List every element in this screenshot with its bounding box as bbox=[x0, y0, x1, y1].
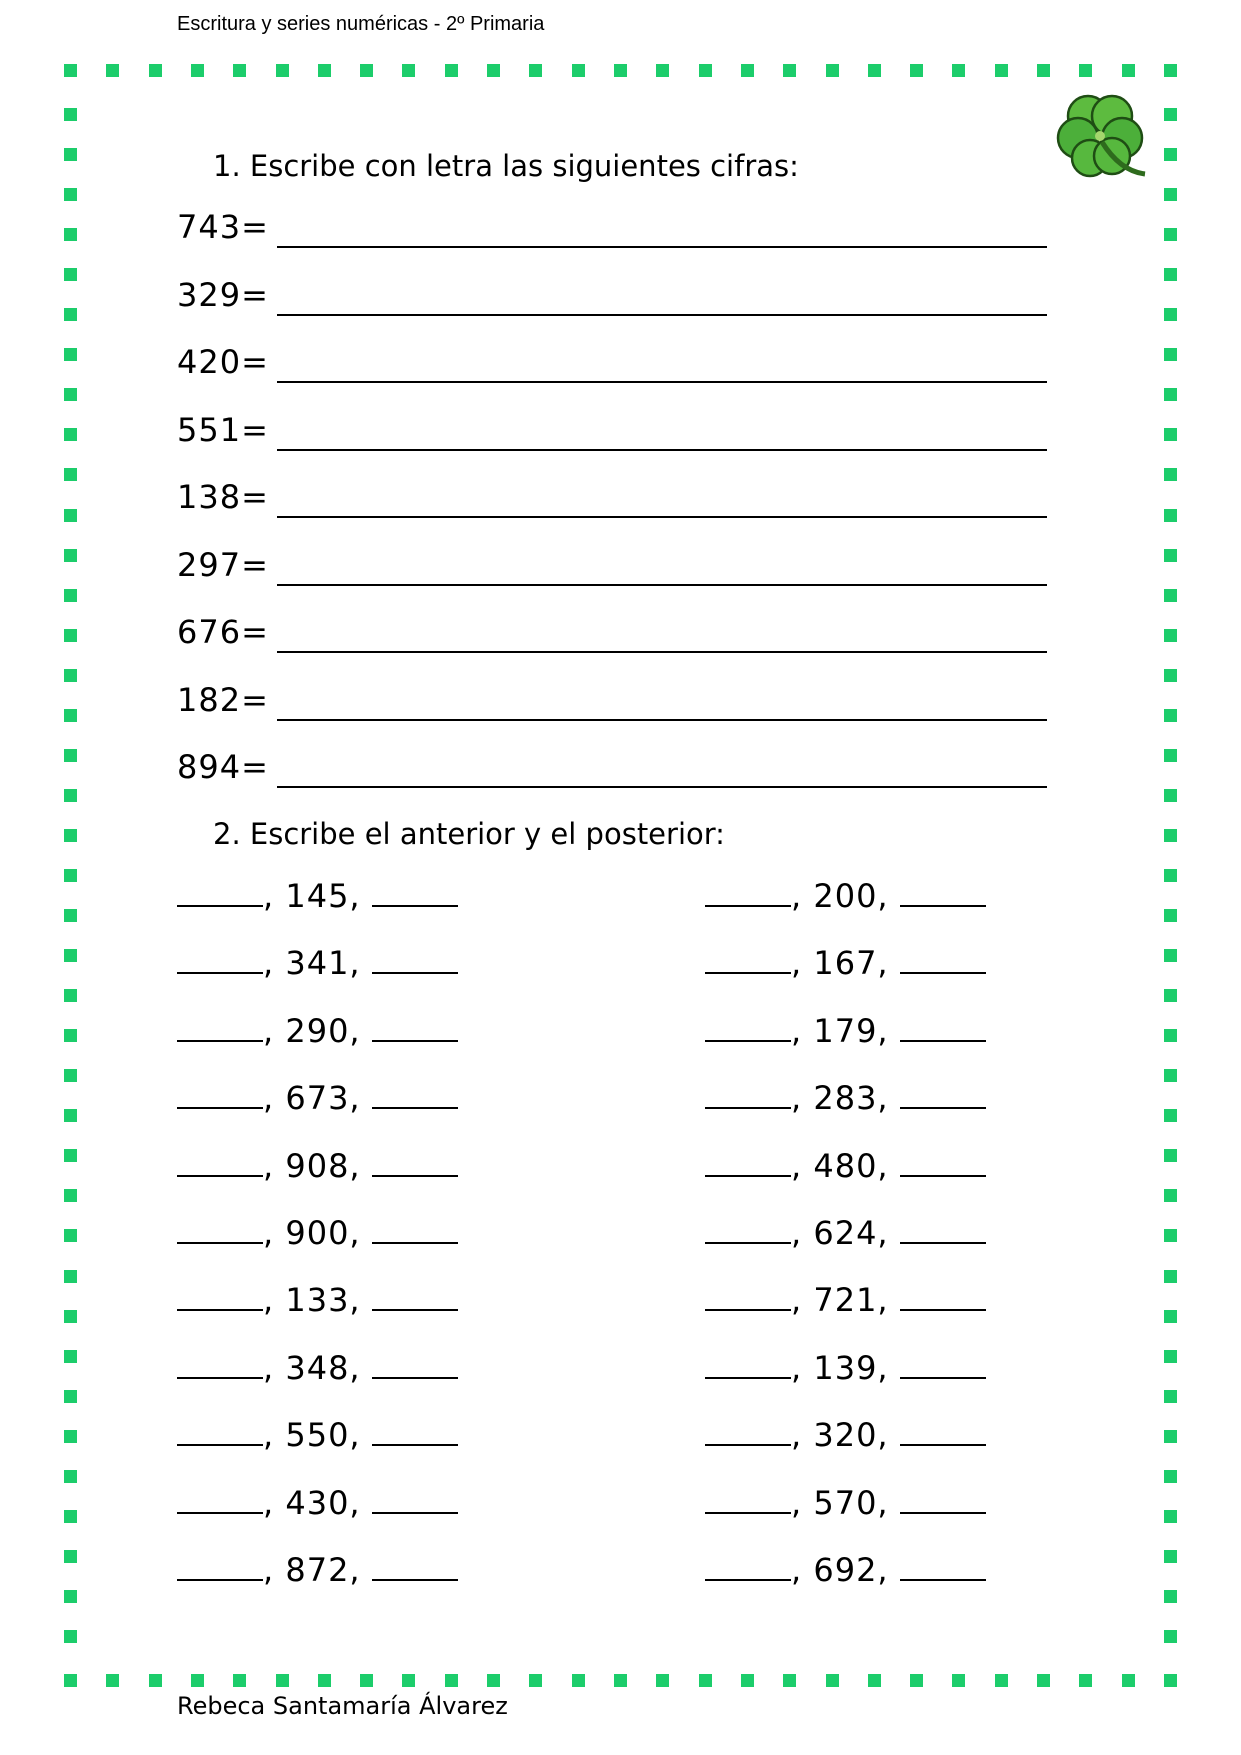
border-dot bbox=[1037, 64, 1050, 77]
border-dot bbox=[1164, 1510, 1177, 1523]
border-dot bbox=[64, 348, 77, 361]
answer-line[interactable] bbox=[277, 584, 1047, 586]
previous-blank[interactable] bbox=[177, 1279, 263, 1311]
border-dot bbox=[995, 1674, 1008, 1687]
sequence-item-left: , 872, bbox=[177, 1549, 458, 1589]
border-dot bbox=[1079, 1674, 1092, 1687]
border-dot bbox=[1164, 388, 1177, 401]
border-dot bbox=[1164, 1550, 1177, 1563]
sequence-item-left: , 348, bbox=[177, 1347, 458, 1387]
next-blank[interactable] bbox=[372, 1347, 458, 1379]
sequence-number: 200 bbox=[813, 877, 878, 915]
border-dot bbox=[868, 1674, 881, 1687]
sequence-number: 570 bbox=[813, 1484, 878, 1522]
border-dot bbox=[149, 64, 162, 77]
border-dot bbox=[1164, 64, 1177, 77]
sequence-item-left: , 900, bbox=[177, 1212, 458, 1252]
border-dot bbox=[1164, 308, 1177, 321]
exercise1-row bbox=[177, 208, 1047, 248]
sequence-number: 721 bbox=[813, 1281, 878, 1319]
sequence-number: 480 bbox=[813, 1147, 878, 1185]
exercise1-row bbox=[177, 546, 1047, 586]
exercise1-title: 1. Escribe con letra las siguientes cifras: bbox=[213, 149, 799, 183]
sequence-number: 320 bbox=[813, 1416, 878, 1454]
next-blank[interactable] bbox=[900, 1145, 986, 1177]
border-dot bbox=[64, 1149, 77, 1162]
sequence-item-right: , 139, bbox=[705, 1347, 986, 1387]
sequence-item-right: , 179, bbox=[705, 1010, 986, 1050]
border-dot bbox=[64, 1390, 77, 1403]
border-dot bbox=[64, 228, 77, 241]
border-dot bbox=[64, 1229, 77, 1242]
previous-blank[interactable] bbox=[177, 1145, 263, 1177]
border-dot bbox=[699, 1674, 712, 1687]
border-dot bbox=[1164, 1229, 1177, 1242]
sequence-item-right: , 283, bbox=[705, 1077, 986, 1117]
border-dot bbox=[741, 1674, 754, 1687]
border-dot bbox=[1164, 1390, 1177, 1403]
border-dot bbox=[445, 64, 458, 77]
border-dot bbox=[614, 64, 627, 77]
border-dot bbox=[1079, 64, 1092, 77]
border-dot bbox=[64, 589, 77, 602]
sequence-number: 692 bbox=[813, 1551, 878, 1589]
border-dot bbox=[191, 1674, 204, 1687]
border-dot bbox=[1164, 829, 1177, 842]
next-blank[interactable] bbox=[900, 1279, 986, 1311]
border-dot bbox=[1164, 989, 1177, 1002]
border-dot bbox=[64, 1630, 77, 1643]
border-dot bbox=[1164, 1149, 1177, 1162]
border-dot bbox=[487, 1674, 500, 1687]
border-dot bbox=[1037, 1674, 1050, 1687]
exercise2-title: 2. Escribe el anterior y el posterior: bbox=[213, 817, 725, 851]
sequence-item-left: , 908, bbox=[177, 1145, 458, 1185]
border-dot bbox=[64, 468, 77, 481]
answer-line[interactable] bbox=[277, 246, 1047, 248]
previous-blank[interactable] bbox=[705, 875, 791, 907]
number-label: 138= bbox=[177, 478, 269, 516]
border-dot bbox=[614, 1674, 627, 1687]
border-dot bbox=[64, 669, 77, 682]
previous-blank[interactable] bbox=[177, 1077, 263, 1109]
next-blank[interactable] bbox=[900, 1549, 986, 1581]
answer-line[interactable] bbox=[277, 719, 1047, 721]
border-dot bbox=[910, 1674, 923, 1687]
number-label: 894= bbox=[177, 748, 269, 786]
next-blank[interactable] bbox=[900, 1077, 986, 1109]
answer-line[interactable] bbox=[277, 516, 1047, 518]
previous-blank[interactable] bbox=[705, 1414, 791, 1446]
border-dot bbox=[1164, 749, 1177, 762]
previous-blank[interactable] bbox=[705, 1279, 791, 1311]
next-blank[interactable] bbox=[900, 875, 986, 907]
border-dot bbox=[64, 869, 77, 882]
exercise1-row bbox=[177, 276, 1047, 316]
border-dot bbox=[64, 629, 77, 642]
border-dot bbox=[656, 1674, 669, 1687]
border-dot bbox=[1164, 468, 1177, 481]
border-dot bbox=[1164, 188, 1177, 201]
border-dot bbox=[529, 64, 542, 77]
exercise1-row bbox=[177, 681, 1047, 721]
border-dot bbox=[1122, 1674, 1135, 1687]
sequence-number: 341 bbox=[285, 944, 350, 982]
border-dot bbox=[826, 64, 839, 77]
sequence-number: 430 bbox=[285, 1484, 350, 1522]
border-dot bbox=[1164, 348, 1177, 361]
previous-blank[interactable] bbox=[705, 1145, 791, 1177]
border-dot bbox=[1164, 1350, 1177, 1363]
sequence-number: 139 bbox=[813, 1349, 878, 1387]
border-dot bbox=[445, 1674, 458, 1687]
border-dot bbox=[64, 829, 77, 842]
border-dot bbox=[656, 64, 669, 77]
sequence-item-left: , 133, bbox=[177, 1279, 458, 1319]
border-dot bbox=[64, 188, 77, 201]
sequence-item-left: , 673, bbox=[177, 1077, 458, 1117]
border-dot bbox=[64, 268, 77, 281]
border-dot bbox=[64, 1029, 77, 1042]
previous-blank[interactable] bbox=[705, 1482, 791, 1514]
next-blank[interactable] bbox=[900, 942, 986, 974]
sequence-item-right: , 167, bbox=[705, 942, 986, 982]
page-header: Escritura y series numéricas - 2º Primaria bbox=[177, 13, 545, 35]
border-dot bbox=[64, 509, 77, 522]
sequence-item-right: , 570, bbox=[705, 1482, 986, 1522]
border-dot bbox=[64, 1510, 77, 1523]
border-dot bbox=[276, 64, 289, 77]
border-dot bbox=[1164, 1590, 1177, 1603]
border-dot bbox=[64, 909, 77, 922]
next-blank[interactable] bbox=[372, 875, 458, 907]
border-dot bbox=[910, 64, 923, 77]
next-blank[interactable] bbox=[900, 1347, 986, 1379]
number-label: 420= bbox=[177, 343, 269, 381]
exercise1-row bbox=[177, 343, 1047, 383]
border-dot bbox=[106, 1674, 119, 1687]
sequence-number: 624 bbox=[813, 1214, 878, 1252]
sequence-item-left: , 430, bbox=[177, 1482, 458, 1522]
next-blank[interactable] bbox=[372, 1279, 458, 1311]
sequence-number: 283 bbox=[813, 1079, 878, 1117]
border-dot bbox=[783, 1674, 796, 1687]
four-leaf-clover-icon bbox=[1050, 86, 1160, 196]
border-dot bbox=[1164, 509, 1177, 522]
previous-blank[interactable] bbox=[177, 1482, 263, 1514]
answer-line[interactable] bbox=[277, 381, 1047, 383]
next-blank[interactable] bbox=[372, 942, 458, 974]
border-dot bbox=[64, 749, 77, 762]
border-dot bbox=[1164, 549, 1177, 562]
border-dot bbox=[1164, 108, 1177, 121]
previous-blank[interactable] bbox=[705, 942, 791, 974]
border-dot bbox=[360, 64, 373, 77]
number-label: 551= bbox=[177, 411, 269, 449]
sequence-item-right: , 320, bbox=[705, 1414, 986, 1454]
border-dot bbox=[64, 989, 77, 1002]
sequence-number: 133 bbox=[285, 1281, 350, 1319]
answer-line[interactable] bbox=[277, 786, 1047, 788]
border-dot bbox=[64, 308, 77, 321]
sequence-number: 900 bbox=[285, 1214, 350, 1252]
border-dot bbox=[487, 64, 500, 77]
border-dot bbox=[64, 949, 77, 962]
border-dot bbox=[1164, 1069, 1177, 1082]
border-dot bbox=[1164, 428, 1177, 441]
border-dot bbox=[1164, 1029, 1177, 1042]
border-dot bbox=[1164, 1430, 1177, 1443]
next-blank[interactable] bbox=[372, 1145, 458, 1177]
border-dot bbox=[64, 428, 77, 441]
border-dot bbox=[952, 1674, 965, 1687]
border-dot bbox=[1164, 709, 1177, 722]
sequence-item-right: , 200, bbox=[705, 875, 986, 915]
previous-blank[interactable] bbox=[705, 1212, 791, 1244]
previous-blank[interactable] bbox=[705, 1010, 791, 1042]
previous-blank[interactable] bbox=[177, 1212, 263, 1244]
border-dot bbox=[572, 1674, 585, 1687]
border-dot bbox=[1164, 1109, 1177, 1122]
next-blank[interactable] bbox=[372, 1077, 458, 1109]
border-dot bbox=[64, 1350, 77, 1363]
previous-blank[interactable] bbox=[177, 942, 263, 974]
sequence-item-left: , 550, bbox=[177, 1414, 458, 1454]
border-dot bbox=[741, 64, 754, 77]
author-footer: Rebeca Santamaría Álvarez bbox=[177, 1692, 508, 1720]
exercise1-row bbox=[177, 411, 1047, 451]
border-dot bbox=[64, 709, 77, 722]
sequence-number: 145 bbox=[285, 877, 350, 915]
border-dot bbox=[1164, 629, 1177, 642]
border-dot bbox=[64, 549, 77, 562]
border-dot bbox=[318, 64, 331, 77]
sequence-item-right: , 480, bbox=[705, 1145, 986, 1185]
border-dot bbox=[233, 1674, 246, 1687]
sequence-number: 179 bbox=[813, 1012, 878, 1050]
number-label: 743= bbox=[177, 208, 269, 246]
border-dot bbox=[783, 64, 796, 77]
border-dot bbox=[1164, 1189, 1177, 1202]
next-blank[interactable] bbox=[372, 1549, 458, 1581]
border-dot bbox=[826, 1674, 839, 1687]
border-dot bbox=[64, 1550, 77, 1563]
border-dot bbox=[1164, 909, 1177, 922]
border-dot bbox=[1164, 1310, 1177, 1323]
sequence-number: 673 bbox=[285, 1079, 350, 1117]
border-dot bbox=[1164, 1270, 1177, 1283]
border-dot bbox=[64, 1069, 77, 1082]
border-dot bbox=[402, 64, 415, 77]
number-label: 676= bbox=[177, 613, 269, 651]
sequence-number: 872 bbox=[285, 1551, 350, 1589]
sequence-item-right: , 692, bbox=[705, 1549, 986, 1589]
previous-blank[interactable] bbox=[177, 1347, 263, 1379]
next-blank[interactable] bbox=[900, 1010, 986, 1042]
border-dot bbox=[1164, 1630, 1177, 1643]
number-label: 329= bbox=[177, 276, 269, 314]
border-dot bbox=[318, 1674, 331, 1687]
border-dot bbox=[1164, 1470, 1177, 1483]
border-dot bbox=[64, 1590, 77, 1603]
previous-blank[interactable] bbox=[177, 1549, 263, 1581]
border-dot bbox=[699, 64, 712, 77]
previous-blank[interactable] bbox=[177, 875, 263, 907]
previous-blank[interactable] bbox=[705, 1077, 791, 1109]
border-dot bbox=[1164, 1674, 1177, 1687]
previous-blank[interactable] bbox=[705, 1549, 791, 1581]
border-dot bbox=[64, 108, 77, 121]
border-dot bbox=[1164, 789, 1177, 802]
border-dot bbox=[1164, 228, 1177, 241]
sequence-number: 167 bbox=[813, 944, 878, 982]
next-blank[interactable] bbox=[900, 1414, 986, 1446]
border-dot bbox=[64, 148, 77, 161]
next-blank[interactable] bbox=[372, 1212, 458, 1244]
next-blank[interactable] bbox=[900, 1482, 986, 1514]
border-dot bbox=[64, 1674, 77, 1687]
border-dot bbox=[1164, 268, 1177, 281]
border-dot bbox=[64, 1270, 77, 1283]
next-blank[interactable] bbox=[372, 1010, 458, 1042]
sequence-number: 908 bbox=[285, 1147, 350, 1185]
border-dot bbox=[64, 1430, 77, 1443]
border-dot bbox=[64, 789, 77, 802]
border-dot bbox=[1164, 148, 1177, 161]
border-dot bbox=[64, 1310, 77, 1323]
answer-line[interactable] bbox=[277, 314, 1047, 316]
border-dot bbox=[1122, 64, 1135, 77]
sequence-number: 290 bbox=[285, 1012, 350, 1050]
sequence-item-left: , 145, bbox=[177, 875, 458, 915]
exercise1-row bbox=[177, 748, 1047, 788]
border-dot bbox=[191, 64, 204, 77]
sequence-item-right: , 721, bbox=[705, 1279, 986, 1319]
sequence-item-left: , 341, bbox=[177, 942, 458, 982]
border-dot bbox=[149, 1674, 162, 1687]
next-blank[interactable] bbox=[372, 1414, 458, 1446]
previous-blank[interactable] bbox=[705, 1347, 791, 1379]
answer-line[interactable] bbox=[277, 651, 1047, 653]
border-dot bbox=[233, 64, 246, 77]
border-dot bbox=[106, 64, 119, 77]
previous-blank[interactable] bbox=[177, 1010, 263, 1042]
answer-line[interactable] bbox=[277, 449, 1047, 451]
exercise1-row bbox=[177, 478, 1047, 518]
exercise1-row bbox=[177, 613, 1047, 653]
border-dot bbox=[402, 1674, 415, 1687]
sequence-item-right: , 624, bbox=[705, 1212, 986, 1252]
sequence-item-left: , 290, bbox=[177, 1010, 458, 1050]
border-dot bbox=[64, 1470, 77, 1483]
border-dot bbox=[1164, 869, 1177, 882]
sequence-number: 550 bbox=[285, 1416, 350, 1454]
border-dot bbox=[995, 64, 1008, 77]
border-dot bbox=[572, 64, 585, 77]
number-label: 297= bbox=[177, 546, 269, 584]
border-dot bbox=[64, 64, 77, 77]
border-dot bbox=[64, 1109, 77, 1122]
border-dot bbox=[276, 1674, 289, 1687]
border-dot bbox=[1164, 669, 1177, 682]
border-dot bbox=[952, 64, 965, 77]
border-dot bbox=[360, 1674, 373, 1687]
border-dot bbox=[64, 1189, 77, 1202]
next-blank[interactable] bbox=[372, 1482, 458, 1514]
previous-blank[interactable] bbox=[177, 1414, 263, 1446]
border-dot bbox=[1164, 949, 1177, 962]
border-dot bbox=[1164, 589, 1177, 602]
border-dot bbox=[529, 1674, 542, 1687]
border-dot bbox=[868, 64, 881, 77]
sequence-number: 348 bbox=[285, 1349, 350, 1387]
border-dot bbox=[64, 388, 77, 401]
number-label: 182= bbox=[177, 681, 269, 719]
next-blank[interactable] bbox=[900, 1212, 986, 1244]
